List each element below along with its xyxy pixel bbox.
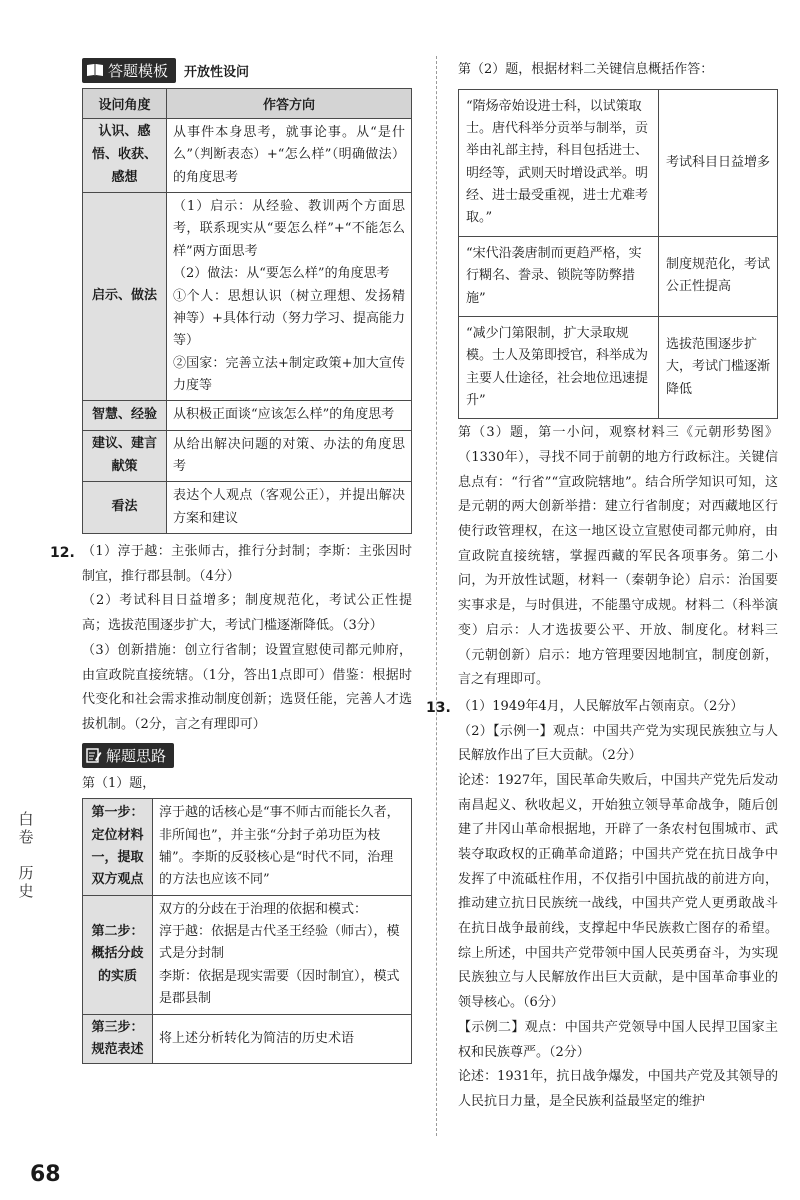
template-tag xyxy=(82,58,176,83)
row-angle: 认识、感悟、收获、感想 xyxy=(83,119,167,193)
row-angle: 智慧、经验 xyxy=(83,401,167,430)
q3-analysis: 第（3）题，第一小问，观察材料三《元朝形势图》（1330年），寻找不同于前朝的地方行政标注。关键信息点有：“行省”“宣政院辖地”。结合所学知识可知，这是元朝的两大创新举措：建立行省制度；对西藏地区行使行政管理权，在这一地区设立宣慰使司都元帅府，由宣政院直接统辖，掌握西藏的军民各项事务。第二小问，为开放性试题，材料一（秦朝争论）启示：治国要实事求是，与时俱进，不能墨守成规。材料二（科举演变）启示：人才选拔要公平、开放、制度化。材料三（元朝创新）启示：地方管理要因地制宜，制度创新，言之有理即可。 xyxy=(458,425,778,688)
table-row xyxy=(459,236,778,316)
direction-line: 从积极正面谈“应该怎么样”的角度思考 xyxy=(173,407,395,423)
template-header xyxy=(82,56,412,84)
table-row xyxy=(83,193,412,401)
step-line: 淳于越的话核心是“事不师古而能长久者，非所闻也”，并主张“分封子弟功臣为枝辅”。李斯的反驳核心是“时代不同，治理的方法也应该不同” xyxy=(159,805,400,888)
template-table xyxy=(82,88,412,534)
row-direction xyxy=(167,119,412,193)
step-line: 将上述分析转化为简洁的历史术语 xyxy=(159,1030,355,1046)
row-angle: 启示、做法 xyxy=(83,193,167,401)
table-row xyxy=(83,1014,412,1064)
step-line: 双方的分歧在于治理的依据和模式： xyxy=(159,901,368,917)
header-angle: 设问角度 xyxy=(83,89,167,119)
answer-paragraph: （1）1949年4月，人民解放军占领南京。（2分） xyxy=(458,698,744,714)
row-angle: 看法 xyxy=(83,482,167,534)
table-row xyxy=(83,119,412,193)
side-label xyxy=(14,810,38,900)
material-quote: “隋炀帝始设进士科，以试策取士。唐代科举分贡举与制举，贡举由礼部主持，科目包括进士、明经等，武则天时增设武举。明经、进士最受重视，进士尤难考取。” xyxy=(459,89,659,236)
row-direction xyxy=(167,401,412,430)
approach-intro: 第（1）题， xyxy=(82,775,156,791)
answer-paragraph: 论述：1927年，国民革命失败后，中国共产党先后发动南昌起义、秋收起义，开始独立领导革命战争，随后创建了井冈山革命根据地，开辟了一条农村包围城市、武装夺取政权的正确革命道路；中国共产党在抗日战争中发挥了中流砥柱作用，不仅指引中国抗战的前进方向，推动建立抗日民族统一战线，中国共产党人更勇敢战斗在抗日战争最前线，支撑起中华民族救亡图存的希望。综上所述，中国共产党带领中国人民英勇奋斗，为实现民族独立与人民解放作出巨大贡献，是中国革命事业的领导核心。（6分） xyxy=(458,772,778,1011)
q2-intro: 第（2）题，根据材料二关键信息概括作答： xyxy=(458,62,714,77)
template-table-header xyxy=(83,89,412,119)
side-label-series: 白卷 xyxy=(18,810,34,846)
left-column xyxy=(50,56,412,1064)
question-number: 13. xyxy=(426,699,451,716)
answer-paragraph: 【示例二】观点：中国共产党领导中国人民捍卫国家主权和民族尊严。（2分） xyxy=(458,1019,778,1060)
direction-line: （1）启示：从经验、教训两个方面思考，联系现实从“要怎么样”+“不能怎么样”两方面思考 xyxy=(173,199,405,259)
answer-part: （2）考试科目日益增多；制度规范化，考试公正性提高；选拔范围逐步扩大，考试门槛逐渐降低。（3分） xyxy=(82,593,412,634)
material-quote: “宋代沿袭唐制而更趋严格，实行糊名、誊录、锁院等防弊措施” xyxy=(459,236,659,316)
step-line: 淳于越：依据是古代圣王经验（师古），模式是分封制 xyxy=(159,924,400,962)
direction-line: （2）做法：从“要怎么样”的角度思考 xyxy=(173,266,390,282)
step-label: 第一步：定位材料一，提取双方观点 xyxy=(83,799,153,895)
material-summary: 制度规范化，考试公正性提高 xyxy=(659,236,778,316)
header-direction: 作答方向 xyxy=(167,89,412,119)
material-table xyxy=(458,89,778,420)
answer-paragraph: 论述：1931年，抗日战争爆发，中国共产党及其领导的人民抗日力量，是全民族利益最坚定的维护 xyxy=(458,1069,778,1109)
steps-table xyxy=(82,798,412,1064)
question-13-answer xyxy=(426,695,778,1115)
step-label: 第二步：概括分歧的实质 xyxy=(83,895,153,1014)
material-summary: 考试科目日益增多 xyxy=(659,89,778,236)
approach-tag xyxy=(82,743,174,768)
step-line: 李斯：依据是现实需要（因时制宜），模式是郡县制 xyxy=(159,968,400,1007)
step-content xyxy=(153,1014,412,1064)
table-row xyxy=(83,430,412,482)
table-row xyxy=(459,316,778,418)
row-angle: 建议、建言献策 xyxy=(83,430,167,482)
question-number: 12. xyxy=(50,545,75,562)
question-12-answer xyxy=(50,540,412,738)
answer-paragraph: （2）【示例一】观点：中国共产党为实现民族独立与人民解放作出了巨大贡献。（2分） xyxy=(458,723,778,764)
pencil-note-icon xyxy=(86,748,102,763)
template-subtitle: 开放性设问 xyxy=(184,64,250,80)
approach-tag-label: 解题思路 xyxy=(106,747,167,766)
direction-line: 从事件本身思考，就事论事。从“是什么”（判断表态）+“怎么样”（明确做法）的角度思考 xyxy=(173,125,405,185)
table-row xyxy=(459,89,778,236)
table-row xyxy=(83,895,412,1014)
direction-line: 从给出解决问题的对策、办法的角度思考 xyxy=(173,436,405,475)
material-quote: “减少门第限制，扩大录取规模。士人及第即授官，科举成为主要人仕途径，社会地位迅速提升” xyxy=(459,316,659,418)
direction-line: ①个人：思想认识（树立理想、发扬精神等）+具体行动（努力学习、提高能力等） xyxy=(173,288,405,349)
step-content xyxy=(153,799,412,895)
side-label-subject: 历史 xyxy=(18,864,34,900)
step-content xyxy=(153,895,412,1014)
table-row xyxy=(83,401,412,430)
step-label: 第三步：规范表述 xyxy=(83,1014,153,1064)
table-row xyxy=(83,482,412,534)
table-row xyxy=(83,799,412,895)
answer-part: （1）淳于越：主张师古，推行分封制；李斯：主张因时制宜，推行郡县制。（4分） xyxy=(82,544,412,584)
page-number: 68 xyxy=(30,1162,61,1187)
answer-part: （3）创新措施：创立行省制；设置宣慰使司都元帅府，由宣政院直接统辖。（1分，答出1点即可）借鉴：根据时代变化和社会需求推动制度创新；选贤任能，完善人才选拔机制。（2分，言之有理即可） xyxy=(82,642,412,732)
template-tag-label: 答题模板 xyxy=(108,61,169,80)
row-direction xyxy=(167,482,412,534)
material-summary: 选拔范围逐步扩大，考试门槛逐渐降低 xyxy=(659,316,778,418)
book-icon xyxy=(86,63,104,77)
direction-line: ②国家：完善立法+制定政策+加大宣传力度等 xyxy=(173,355,405,393)
approach-header xyxy=(82,742,412,770)
right-column xyxy=(426,56,778,1115)
direction-line: 表达个人观点（客观公正），并提出解决方案和建议 xyxy=(173,488,405,526)
column-divider xyxy=(436,56,437,1136)
row-direction xyxy=(167,430,412,482)
row-direction xyxy=(167,193,412,401)
